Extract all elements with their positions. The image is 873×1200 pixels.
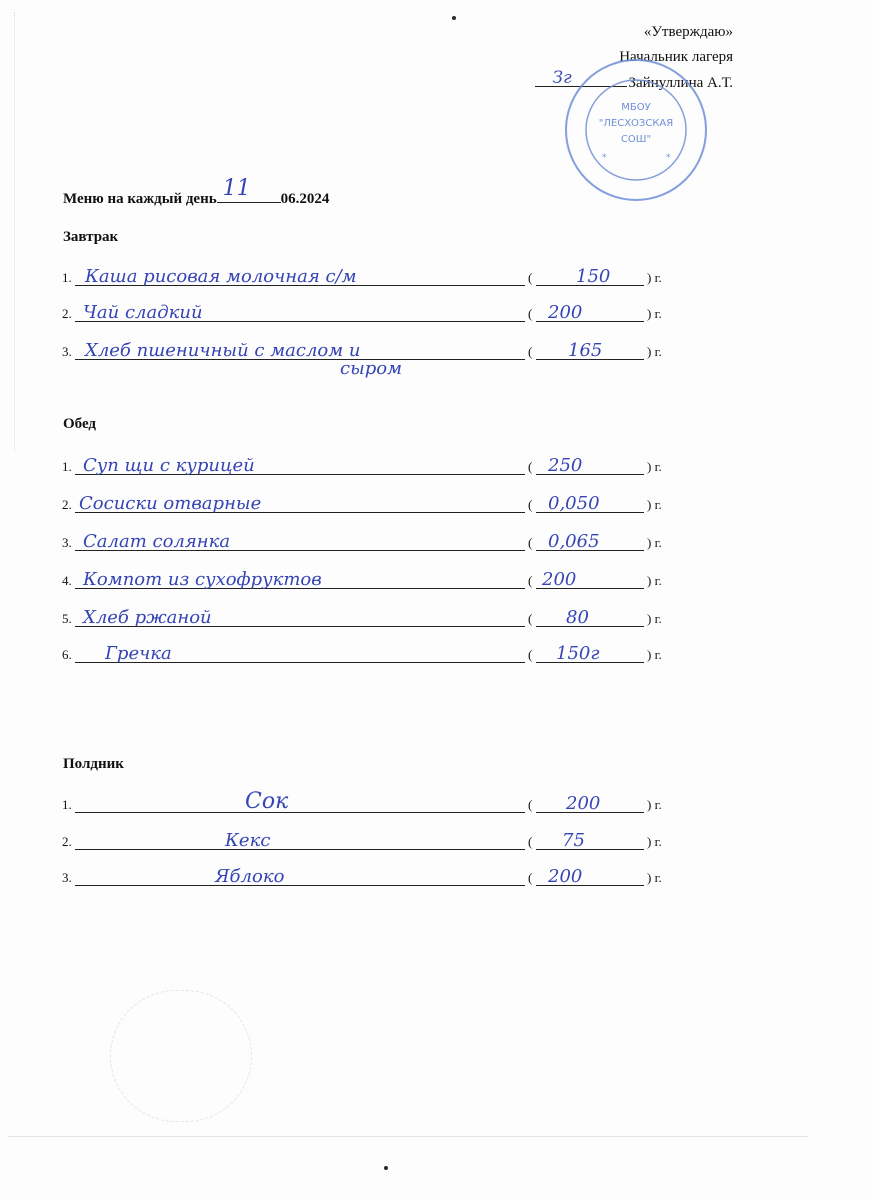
approval-label: «Утверждаю» xyxy=(643,24,733,40)
qty-unit: ) г. xyxy=(647,535,662,550)
approver-position: Начальник лагеря xyxy=(619,49,733,65)
qty-open-paren: ( xyxy=(528,870,533,885)
item-number: 5. xyxy=(62,611,72,626)
lunch-item xyxy=(62,493,682,515)
qty-value: 250 xyxy=(548,455,583,476)
dish-name: Сосиски отварные xyxy=(79,493,262,514)
scan-speck xyxy=(384,1166,388,1170)
dish-name: Яблоко xyxy=(215,866,285,887)
dish-line xyxy=(75,831,525,850)
qty-line xyxy=(536,831,644,850)
qty-value: 150 xyxy=(576,266,611,287)
menu-title xyxy=(63,176,330,208)
dish-line xyxy=(75,267,525,286)
qty-open-paren: ( xyxy=(528,573,533,588)
stamp-star-icon: * xyxy=(602,153,607,163)
dish-line xyxy=(75,608,525,627)
approver-name: Зайнуллина А.Т. xyxy=(628,75,733,91)
qty-value: 200 xyxy=(548,302,583,323)
item-number: 2. xyxy=(62,834,72,849)
handwritten-signature: Зг xyxy=(552,68,572,88)
qty-open-paren: ( xyxy=(528,270,533,285)
item-number: 2. xyxy=(62,497,72,512)
breakfast-item xyxy=(62,302,682,324)
school-stamp xyxy=(562,56,710,204)
snack-item xyxy=(62,830,682,852)
qty-line xyxy=(536,456,644,475)
qty-open-paren: ( xyxy=(528,797,533,812)
dish-name: Каша рисовая молочная с/м xyxy=(85,266,357,287)
item-number: 6. xyxy=(62,647,72,662)
menu-title-date: 06.2024 xyxy=(280,191,330,207)
item-number: 3. xyxy=(62,870,72,885)
item-number: 2. xyxy=(62,306,72,321)
item-number: 1. xyxy=(62,459,72,474)
qty-open-paren: ( xyxy=(528,497,533,512)
qty-value: 165 xyxy=(568,340,603,361)
item-number: 3. xyxy=(62,344,72,359)
lunch-item xyxy=(62,569,682,591)
qty-line xyxy=(536,608,644,627)
dish-line xyxy=(75,532,525,551)
qty-line xyxy=(536,267,644,286)
dish-name: Хлеб ржаной xyxy=(83,607,212,628)
stamp-star-icon: * xyxy=(666,153,671,163)
date-day-handwritten: 11 xyxy=(222,176,251,201)
dish-name: Чай сладкий xyxy=(83,302,203,323)
qty-unit: ) г. xyxy=(647,270,662,285)
dish-line xyxy=(75,303,525,322)
scan-speck xyxy=(452,16,456,20)
qty-unit: ) г. xyxy=(647,344,662,359)
dish-line xyxy=(75,644,525,663)
dish-line xyxy=(75,494,525,513)
qty-value: 75 xyxy=(562,830,585,851)
menu-title-prefix: Меню на каждый день xyxy=(63,191,217,207)
qty-unit: ) г. xyxy=(647,573,662,588)
breakfast-item xyxy=(62,266,682,288)
lunch-item xyxy=(62,531,682,553)
stamp-line3: СОШ" xyxy=(620,134,652,145)
snack-item xyxy=(62,789,682,815)
dish-line xyxy=(75,341,525,360)
qty-value: 150г xyxy=(556,643,600,664)
qty-unit: ) г. xyxy=(647,647,662,662)
qty-line xyxy=(536,303,644,322)
qty-value: 0,050 xyxy=(548,493,600,514)
qty-line xyxy=(536,494,644,513)
qty-unit: ) г. xyxy=(647,306,662,321)
dish-line xyxy=(75,789,525,814)
qty-line xyxy=(536,570,644,589)
item-number: 3. xyxy=(62,535,72,550)
dish-name: Кекс xyxy=(225,830,271,851)
dish-line xyxy=(75,456,525,475)
margin-shadow xyxy=(14,12,27,452)
qty-value: 200 xyxy=(566,793,601,814)
qty-unit: ) г. xyxy=(647,797,662,812)
qty-value: 200 xyxy=(548,866,583,887)
qty-open-paren: ( xyxy=(528,306,533,321)
breakfast-heading: Завтрак xyxy=(63,229,119,245)
qty-open-paren: ( xyxy=(528,647,533,662)
dish-name: Салат солянка xyxy=(83,531,231,552)
qty-unit: ) г. xyxy=(647,459,662,474)
qty-open-paren: ( xyxy=(528,459,533,474)
qty-unit: ) г. xyxy=(647,611,662,626)
qty-open-paren: ( xyxy=(528,834,533,849)
qty-open-paren: ( xyxy=(528,611,533,626)
qty-value: 80 xyxy=(566,607,589,628)
qty-value: 0,065 xyxy=(548,531,600,552)
item-number: 4. xyxy=(62,573,72,588)
qty-unit: ) г. xyxy=(647,834,662,849)
lunch-heading: Обед xyxy=(63,416,97,432)
scan-edge xyxy=(8,1136,808,1137)
lunch-item xyxy=(62,643,682,665)
dish-name: Суп щи с курицей xyxy=(83,455,255,476)
dish-name: Компот из сухофруктов xyxy=(83,569,322,590)
qty-line xyxy=(536,532,644,551)
lunch-item xyxy=(62,607,682,629)
item-number: 1. xyxy=(62,797,72,812)
dish-line xyxy=(75,570,525,589)
qty-open-paren: ( xyxy=(528,535,533,550)
lunch-item xyxy=(62,455,682,477)
qty-unit: ) г. xyxy=(647,497,662,512)
dish-name: Гречка xyxy=(105,643,172,664)
dish-name: Сок xyxy=(245,789,289,814)
snack-item xyxy=(62,866,682,888)
qty-open-paren: ( xyxy=(528,344,533,359)
qty-line xyxy=(536,644,644,663)
dish-name: Хлеб пшеничный с маслом и xyxy=(85,340,361,361)
snack-heading: Полдник xyxy=(63,756,124,772)
dish-line xyxy=(75,867,525,886)
qty-line xyxy=(536,341,644,360)
qty-value: 200 xyxy=(542,569,577,590)
faint-stamp-imprint xyxy=(110,990,252,1122)
stamp-line1: МБОУ xyxy=(621,102,651,113)
dish-name-continuation: сыром xyxy=(340,358,403,379)
qty-line xyxy=(536,794,644,813)
qty-line xyxy=(536,867,644,886)
stamp-line2: "ЛЕСХОЗСКАЯ xyxy=(598,118,674,129)
date-day-field xyxy=(217,176,281,203)
qty-unit: ) г. xyxy=(647,870,662,885)
item-number: 1. xyxy=(62,270,72,285)
